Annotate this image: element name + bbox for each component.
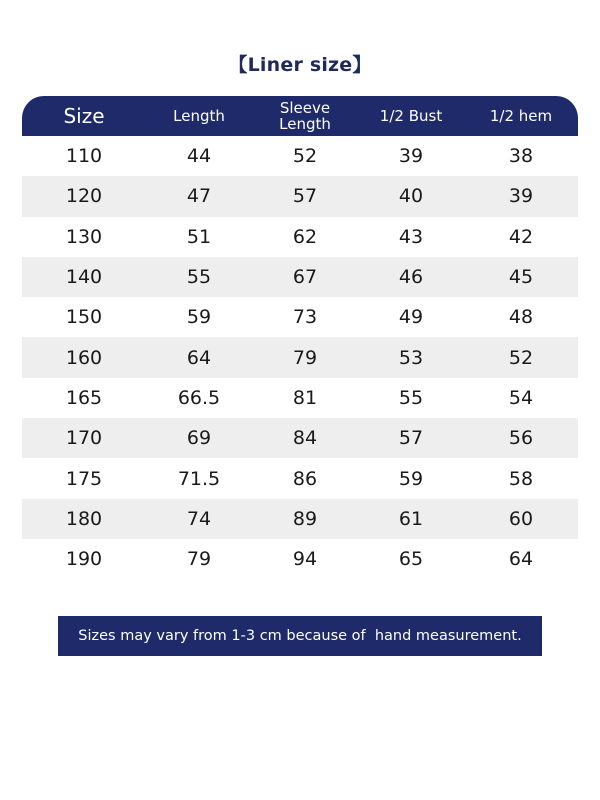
cell-half-bust: 49: [398, 306, 424, 329]
size-table: [22, 96, 578, 579]
cell-size: 175: [65, 467, 103, 490]
measurement-note: Sizes may vary from 1-3 cm because of hand measurement.: [58, 616, 542, 656]
cell-length: 55: [186, 266, 212, 289]
table-row: [22, 539, 578, 579]
cell-size: 180: [65, 507, 103, 530]
cell-length: 74: [186, 507, 212, 530]
cell-half-hem: 58: [508, 467, 534, 490]
cell-size: 110: [65, 145, 103, 168]
header-size: Size: [63, 104, 105, 128]
header-half-bust: 1/2 Bust: [379, 107, 443, 125]
cell-sleeve-length: 73: [292, 306, 318, 329]
header-half-hem: 1/2 hem: [489, 107, 553, 125]
cell-sleeve-length: 84: [292, 427, 318, 450]
cell-sleeve-length: 81: [292, 386, 318, 409]
cell-sleeve-length: 67: [292, 266, 318, 289]
cell-size: 140: [65, 266, 103, 289]
cell-half-bust: 39: [398, 145, 424, 168]
table-row: [22, 337, 578, 377]
table-row: [22, 418, 578, 458]
cell-length: 71.5: [177, 467, 221, 490]
cell-half-hem: 60: [508, 507, 534, 530]
cell-half-hem: 45: [508, 266, 534, 289]
cell-half-bust: 57: [398, 427, 424, 450]
cell-half-bust: 40: [398, 185, 424, 208]
cell-half-hem: 38: [508, 145, 534, 168]
table-row: [22, 458, 578, 498]
cell-half-hem: 42: [508, 225, 534, 248]
header-length: Length: [173, 107, 225, 125]
cell-size: 120: [65, 185, 103, 208]
cell-half-bust: 55: [398, 386, 424, 409]
table-row: [22, 257, 578, 297]
table-row: [22, 136, 578, 176]
cell-size: 160: [65, 346, 103, 369]
cell-sleeve-length: 86: [292, 467, 318, 490]
table-row: [22, 378, 578, 418]
cell-half-hem: 39: [508, 185, 534, 208]
table-row: [22, 499, 578, 539]
cell-sleeve-length: 89: [292, 507, 318, 530]
cell-length: 64: [186, 346, 212, 369]
cell-length: 69: [186, 427, 212, 450]
cell-half-hem: 54: [508, 386, 534, 409]
cell-sleeve-length: 94: [292, 548, 318, 571]
table-row: [22, 297, 578, 337]
cell-length: 59: [186, 306, 212, 329]
cell-half-bust: 59: [398, 467, 424, 490]
cell-half-hem: 48: [508, 306, 534, 329]
cell-sleeve-length: 62: [292, 225, 318, 248]
table-header: [22, 96, 578, 136]
cell-half-hem: 64: [508, 548, 534, 571]
cell-size: 150: [65, 306, 103, 329]
cell-half-bust: 53: [398, 346, 424, 369]
table-row: [22, 176, 578, 216]
table-row: [22, 217, 578, 257]
cell-half-bust: 61: [398, 507, 424, 530]
cell-sleeve-length: 57: [292, 185, 318, 208]
header-sleeve-length: Sleeve Length: [279, 99, 331, 133]
cell-size: 170: [65, 427, 103, 450]
cell-length: 47: [186, 185, 212, 208]
cell-size: 130: [65, 225, 103, 248]
cell-sleeve-length: 52: [292, 145, 318, 168]
cell-half-bust: 65: [398, 548, 424, 571]
cell-sleeve-length: 79: [292, 346, 318, 369]
cell-length: 51: [186, 225, 212, 248]
cell-half-bust: 43: [398, 225, 424, 248]
cell-length: 44: [186, 145, 212, 168]
cell-half-bust: 46: [398, 266, 424, 289]
cell-size: 190: [65, 548, 103, 571]
cell-half-hem: 56: [508, 427, 534, 450]
cell-length: 79: [186, 548, 212, 571]
cell-size: 165: [65, 386, 103, 409]
page-title: 【Liner size】: [228, 54, 372, 76]
cell-length: 66.5: [177, 386, 221, 409]
cell-half-hem: 52: [508, 346, 534, 369]
